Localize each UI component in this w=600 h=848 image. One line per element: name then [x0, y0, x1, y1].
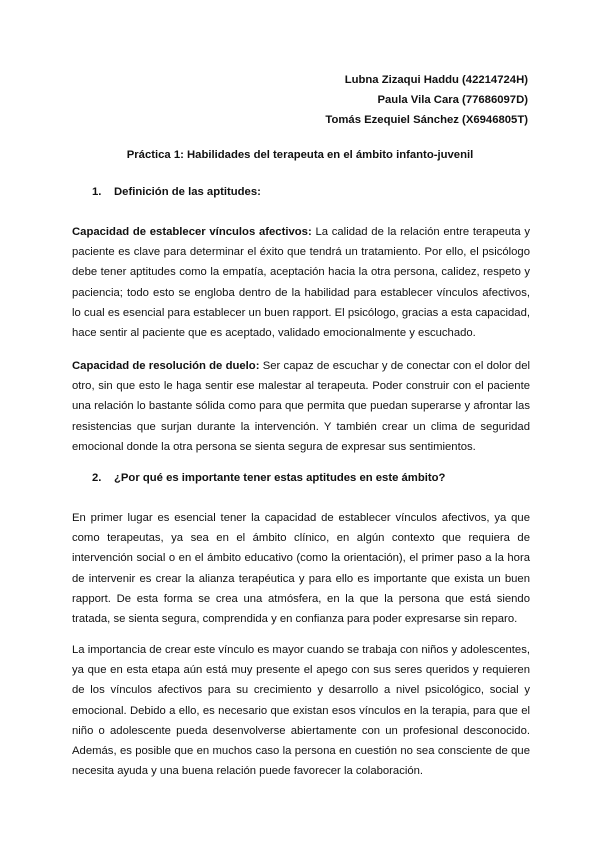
paragraph-text: La calidad de la relación entre terapeuta y paciente es clave para determinar el éxito que tendrá un tratamiento. Por ello, el psicólogo debe tener aptitudes como la empatía, aceptación hacia la otra persona, calidez, respeto y paciencia; todo esto se engloba dentro de la habilidad para establecer vínculos afectivos, lo cual es esencial para establecer un buen rapport. El psicólogo, gracias a esta capacidad, hace sentir al paciente que es aceptado, validado emocionalmente y escuchado.	[72, 226, 530, 340]
paragraph-duelo	[72, 356, 530, 457]
paragraph-importancia-2: La importancia de crear este vínculo es mayor cuando se trabaja con niños y adolescentes, ya que en esta etapa aún está muy presente el apego con sus seres queridos y requieren de los vínculos afectivos para su crecimiento y desarrollo a nivel psicológico, social y emocional. Debido a ello, es necesario que existan esos vínculos en la terapia, para que el niño o adolescente pueda desenvolverse abiertamente con un profesional desconocido. Además, es posible que en muchos caso la persona en cuestión no sea consciente de que necesita ayuda y una buena relación puede favorecer la colaboración.	[72, 644, 530, 778]
author-line: Paula Vila Cara (77686097D)	[377, 94, 528, 106]
paragraph-importancia-1: En primer lugar es esencial tener la capacidad de establecer vínculos afectivos, ya que como terapeutas, ya sea en el ámbito clínico, en algún contexto que requiera de intervención social o en el ámbito educativo (como la orientación), el primer paso a la hora de intervenir es crear la alianza terapéutica y para ello es importante que exista un buen rapport. De esta forma se crea una atmósfera, en la que la persona que está siendo tratada, se sienta segura, comprendida y en confianza para poder expresarse sin reparo.	[72, 512, 530, 626]
paragraph-lead: Capacidad de resolución de duelo:	[72, 360, 260, 372]
section-heading-2	[92, 472, 445, 484]
section-number: 2.	[92, 472, 102, 484]
paragraph-lead: Capacidad de establecer vínculos afectivos:	[72, 226, 312, 238]
document-title: Práctica 1: Habilidades del terapeuta en el ámbito infanto-juvenil	[126, 149, 474, 161]
section-number: 1.	[92, 186, 102, 198]
paragraph-text: Ser capaz de escuchar y de conectar con el dolor del otro, sin que esto le haga sentir ese malestar al terapeuta. Poder construir con el paciente una relación lo bastante sólida como para que permita que puedan superarse y afrontar las resistencias que surjan durante la intervención. Y también crear un clima de seguridad emocional donde la otra persona se sienta segura de expresar sus sentimientos.	[72, 360, 531, 453]
author-line: Lubna Zizaqui Haddu (42214724H)	[344, 74, 528, 86]
section-title: Definición de las aptitudes:	[114, 186, 261, 198]
section-title: ¿Por qué es importante tener estas aptitudes en este ámbito?	[114, 472, 446, 484]
paragraph-vinculos	[72, 222, 530, 343]
author-line: Tomás Ezequiel Sánchez (X6946805T)	[325, 114, 528, 126]
author-list	[325, 70, 528, 130]
section-heading-1	[92, 186, 261, 198]
